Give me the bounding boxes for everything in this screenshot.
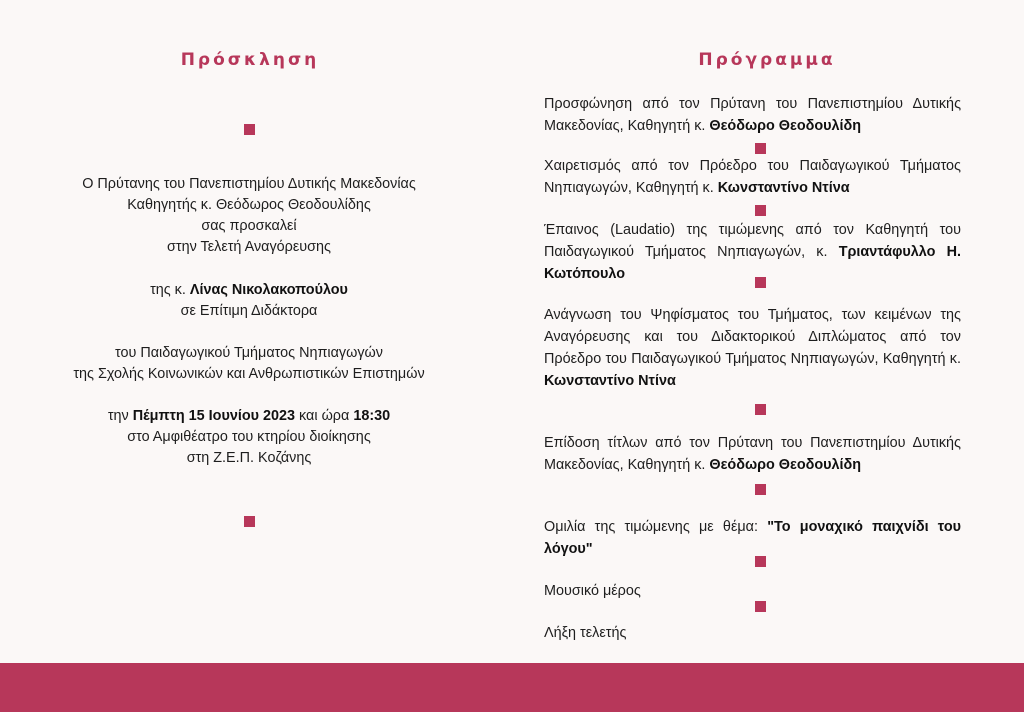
honoree-name: Λίνας Νικολακοπούλου (189, 282, 348, 298)
program-item-person: Θεόδωρο Θεοδουλίδη (709, 118, 862, 134)
ceremony-line: στην Τελετή Αναγόρευσης (167, 239, 331, 255)
inviter-line: Ο Πρύτανης του Πανεπιστημίου Δυτικής Μακεδονίας (82, 176, 416, 192)
event-time: 18:30 (353, 408, 391, 424)
program-item (544, 580, 961, 602)
decorative-square (755, 404, 766, 415)
decorative-square (755, 556, 766, 567)
program-item (544, 432, 961, 476)
program-item (544, 219, 961, 285)
program-item-text: Χαιρετισμός από τον Πρόεδρο του Παιδαγωγικού Τμήματος Νηπιαγωγών, Καθηγητή κ. (544, 158, 961, 196)
program-item-text: Επίδοση τίτλων από τον Πρύτανη του Πανεπιστημίου Δυτικής Μακεδονίας, Καθηγητή κ. (544, 435, 961, 473)
location-line: στη Ζ.Ε.Π. Κοζάνης (186, 450, 312, 466)
program-item (544, 155, 961, 199)
program-item (544, 516, 961, 560)
event-date: Πέμπτη 15 Ιουνίου 2023 (132, 408, 296, 424)
venue-line: στο Αμφιθέατρο του κτηρίου διοίκησης (127, 429, 371, 445)
decorative-square (755, 205, 766, 216)
footer-band (0, 663, 1024, 712)
department-block (40, 343, 458, 385)
program-item-text: Ανάγνωση του Ψηφίσματος του Τμήματος, των κειμένων της Αναγόρευσης και του Διδακτορικού Διπλώματος από τον Πρόεδρο του Παιδαγωγικού Τμήματος Νηπιαγωγών, Καθηγητή κ. (544, 307, 961, 367)
program-item (544, 622, 961, 644)
program-item-text: Μουσικό μέρος (544, 583, 641, 599)
department-line: του Παιδαγωγικού Τμήματος Νηπιαγωγών (114, 345, 383, 361)
invitation-heading: Πρόσκληση (180, 50, 320, 70)
honoree-prefix: της κ. (150, 282, 186, 298)
decorative-square (244, 516, 255, 527)
school-line: της Σχολής Κοινωνικών και Ανθρωπιστικών Επιστημών (73, 366, 425, 382)
time-prefix: και ώρα (299, 408, 350, 424)
program-item (544, 304, 961, 392)
inviter-name-line: Καθηγητής κ. Θεόδωρος Θεοδουλίδης (127, 197, 371, 213)
decorative-square (755, 143, 766, 154)
program-item-topic: "Το μοναχικό παιχνίδι του λόγου" (544, 519, 961, 557)
honoree-title: σε Επίτιμη Διδάκτορα (180, 303, 318, 319)
program-item-person: Τριαντάφυλλο Η. Κωτόπουλο (544, 244, 962, 282)
program-item-person: Κωνσταντίνο Ντίνα (544, 373, 676, 389)
date-prefix: την (107, 408, 129, 424)
program-item-text: Προσφώνηση από τον Πρύτανη του Πανεπιστημίου Δυτικής Μακεδονίας, Καθηγητή κ. (544, 96, 961, 134)
program-item (544, 93, 961, 137)
decorative-square (244, 124, 255, 135)
date-line (40, 406, 458, 427)
honoree-line (40, 280, 458, 301)
honoree-block (40, 280, 458, 322)
program-item-text: Έπαινος (Laudatio) της τιμώμενης από τον Καθηγητή του Παιδαγωγικού Τμήματος Νηπιαγωγών, κ. (544, 222, 961, 260)
invites-line: σας προσκαλεί (201, 218, 297, 234)
program-item-person: Κωνσταντίνο Ντίνα (717, 180, 850, 196)
program-item-text: Λήξη τελετής (544, 625, 627, 641)
program-heading: Πρόγραμμα (698, 50, 836, 70)
datetime-block (40, 406, 458, 469)
decorative-square (755, 601, 766, 612)
decorative-square (755, 277, 766, 288)
decorative-square (755, 484, 766, 495)
program-item-text: Ομιλία της τιμώμενης με θέμα: (544, 519, 758, 535)
invitation-text (40, 174, 458, 258)
program-item-person: Θεόδωρο Θεοδουλίδη (709, 457, 862, 473)
